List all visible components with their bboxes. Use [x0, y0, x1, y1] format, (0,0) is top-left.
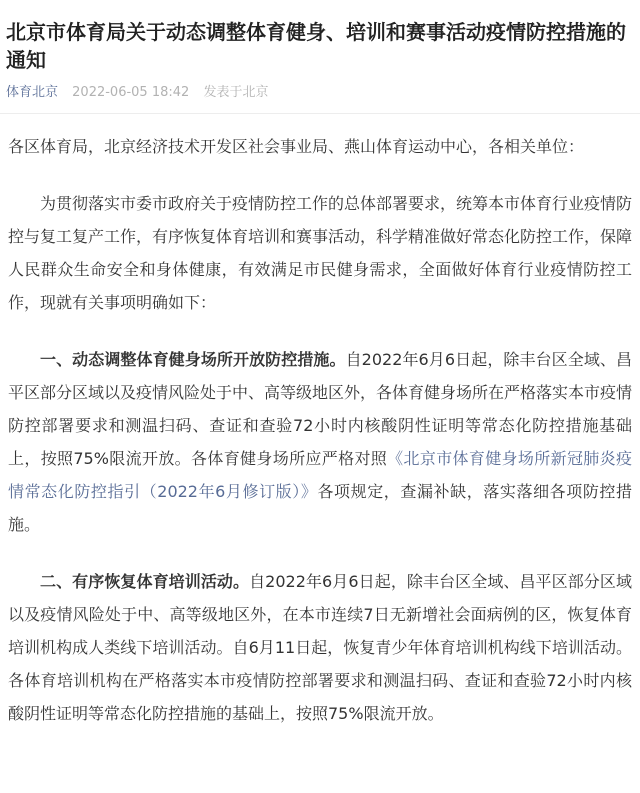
- paragraph-gap: [8, 319, 632, 343]
- paragraph-gap: [8, 541, 632, 565]
- guideline-link[interactable]: 《北京市体育健身场所新冠肺炎疫情常态化防控指引（2022年6月修订版）》: [8, 449, 632, 501]
- account-name-link[interactable]: 体育北京: [6, 85, 59, 100]
- header-divider: [0, 113, 640, 114]
- section-1-text: 自2022年6月6日起，除丰台区全域、昌平区部分区域以及疫情风险处于中、高等级地区外，各体育健身场所在严格落实本市疫情防控部署要求和测温扫码、查证和查验72小时内核酸阴性证明等常态化防控措施基础上，按照75%限流开放。各体育健身场所应严格对照: [8, 350, 633, 468]
- publish-location: 发表于北京: [203, 85, 269, 100]
- publish-time: 2022-06-05 18:42: [72, 85, 190, 100]
- section-1-heading: 一、动态调整体育健身场所开放防控措施。: [40, 350, 346, 369]
- section-2-heading: 二、有序恢复体育培训活动。: [40, 572, 250, 591]
- salutation-paragraph: 各区体育局，北京经济技术开发区社会事业局、燕山体育运动中心，各相关单位：: [8, 137, 585, 156]
- paragraph-gap: [8, 163, 632, 187]
- section-2-paragraph: [8, 565, 632, 730]
- section-1-text-end: 各项规定，查漏补缺，落实落细各项防控措施。: [8, 482, 632, 534]
- article-content: [8, 130, 632, 730]
- intro-paragraph: 为贯彻落实市委市政府关于疫情防控工作的总体部署要求，统筹本市体育行业疫情防控与复工复产工作，有序恢复体育培训和赛事活动，科学精准做好常态化防控工作，保障人民群众生命安全和身体健康，有效满足市民健身需求，全面做好体育行业疫情防控工作，现就有关事项明确如下：: [8, 194, 633, 312]
- article-meta: [6, 84, 634, 102]
- section-1-paragraph: [8, 343, 632, 541]
- article-title: 北京市体育局关于动态调整体育健身、培训和赛事活动疫情防控措施的通知: [6, 20, 626, 72]
- section-2-text: 自2022年6月6日起，除丰台区全域、昌平区部分区域以及疫情风险处于中、高等级地区外，在本市连续7日无新增社会面病例的区，恢复体育培训机构成人类线下培训活动。自6月11日起，恢复青少年体育培训机构线下培训活动。各体育培训机构在严格落实本市疫情防控部署要求和测温扫码、查证和查验72小时内核酸阴性证明等常态化防控措施的基础上，按照75%限流开放。: [8, 572, 632, 723]
